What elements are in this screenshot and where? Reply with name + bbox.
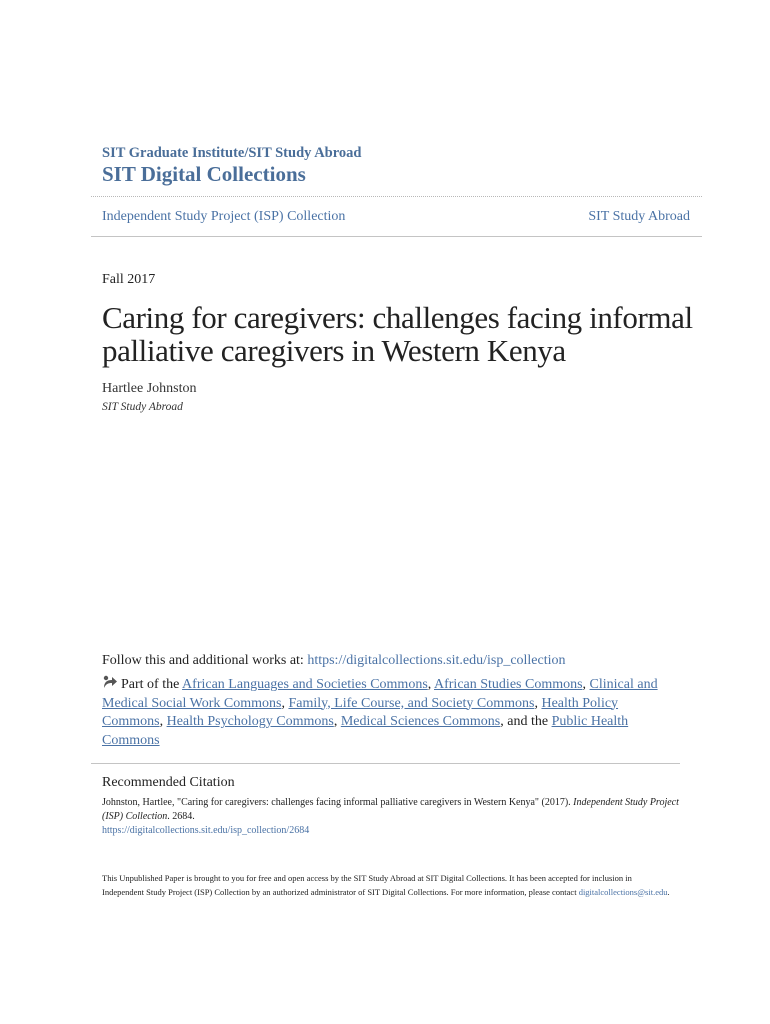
citation-heading: Recommended Citation bbox=[102, 775, 235, 790]
commons-link[interactable]: Clinical and Medical Social Work Commons bbox=[102, 677, 658, 711]
citation-url-link[interactable]: https://digitalcollections.sit.edu/isp_collection/2684 bbox=[102, 825, 310, 836]
part-of-prefix: Part of the bbox=[121, 677, 183, 692]
commons-link[interactable]: Health Psychology Commons bbox=[166, 714, 334, 730]
contact-email-link[interactable]: digitalcollections@sit.edu bbox=[578, 886, 668, 897]
commons-link[interactable]: Family, Life Course, and Society Commons bbox=[288, 695, 535, 711]
collections-title: SIT Digital Collections bbox=[102, 162, 306, 186]
author-name: Hartlee Johnston bbox=[102, 381, 197, 396]
and-the-text: , and the bbox=[500, 714, 552, 730]
author-affiliation: SIT Study Abroad bbox=[102, 401, 183, 413]
commons-link[interactable]: African Studies Commons bbox=[434, 677, 583, 692]
isp-collection-link[interactable]: Independent Study Project (ISP) Collection bbox=[102, 209, 346, 224]
institution-name: SIT Graduate Institute/SIT Study Abroad bbox=[102, 145, 362, 161]
commons-link[interactable]: Public Health Commons bbox=[102, 714, 629, 748]
citation-plain: Johnston, Hartlee, "Caring for caregivers: challenges facing informal palliative caregivers in Western Kenya" (2017). bbox=[102, 797, 574, 808]
sit-study-abroad-link[interactable]: SIT Study Abroad bbox=[588, 209, 690, 224]
citation-divider bbox=[91, 763, 680, 764]
part-of-commons: Part of the African Languages and Societies Commons, African Studies Commons, Clinical and Medical Social Work Commons, Family, Life Course, and Society Commons, Health Policy Commons, Health Psychology Commons, Medical Sciences Commons, and the Public Health Commons bbox=[102, 677, 658, 748]
commons-link[interactable]: African Languages and Societies Commons bbox=[182, 677, 428, 692]
header-divider bbox=[91, 196, 702, 197]
access-notice-text: This Unpublished Paper is brought to you for free and open access by the SIT Study Abroad at SIT Digital Collections. It has been accepted for inclusion in Independent Study Project (ISP) Collection by an authorized administrator of SIT Digital Collections. For more information, please contact bbox=[102, 873, 632, 897]
commons-link[interactable]: Health Policy Commons bbox=[102, 695, 619, 730]
follow-prefix: Follow this and additional works at: bbox=[102, 653, 308, 668]
paper-title: Caring for caregivers: challenges facing informal palliative caregivers in Western Kenya bbox=[102, 300, 693, 368]
access-notice bbox=[102, 872, 672, 899]
nav-divider bbox=[91, 236, 702, 237]
collection-url-link[interactable]: https://digitalcollections.sit.edu/isp_collection bbox=[307, 653, 566, 668]
access-notice-end: . bbox=[667, 886, 670, 897]
citation-journal: Independent Study Project (ISP) Collection bbox=[102, 797, 679, 822]
share-icon bbox=[102, 675, 118, 689]
follow-line bbox=[102, 653, 566, 669]
citation-number: . 2684. bbox=[167, 811, 195, 822]
citation-text bbox=[102, 796, 682, 838]
publication-date: Fall 2017 bbox=[102, 272, 156, 287]
commons-link[interactable]: Medical Sciences Commons bbox=[340, 714, 501, 730]
